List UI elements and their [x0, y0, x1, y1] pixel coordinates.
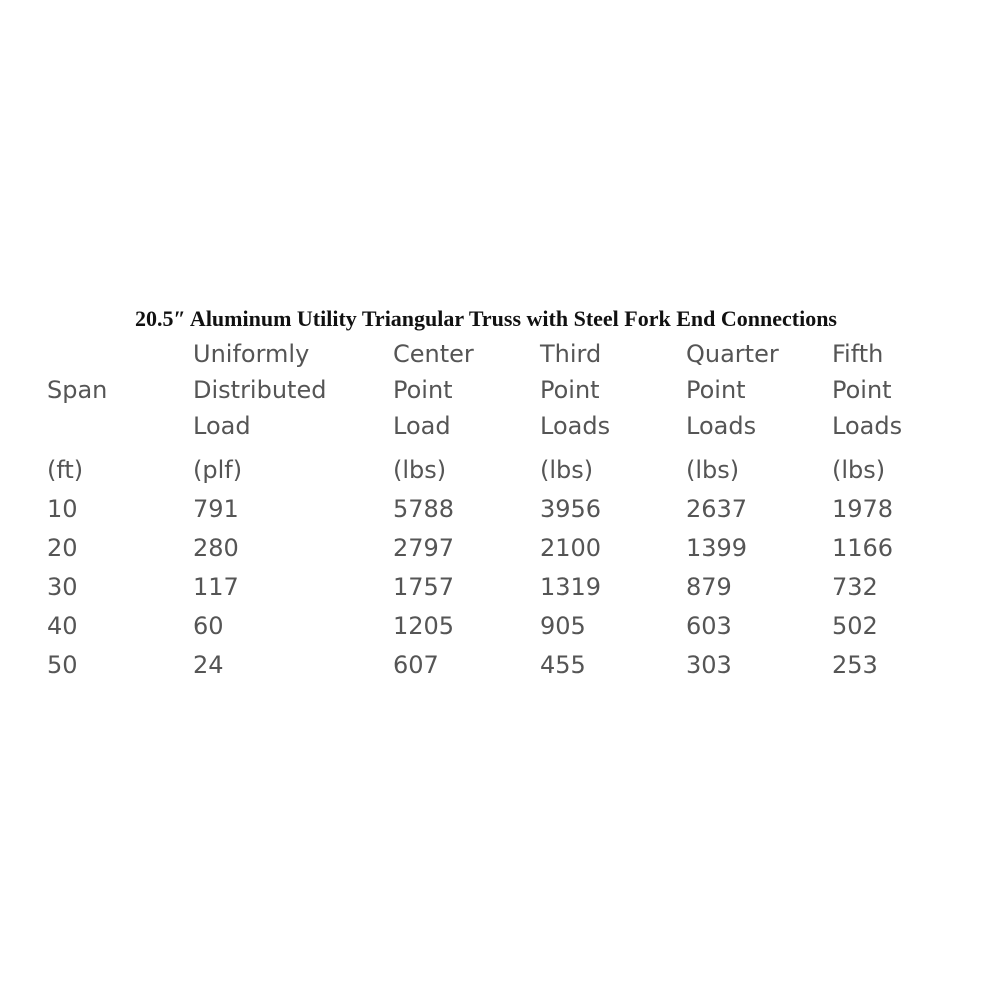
table-cell: 1757 — [393, 573, 455, 601]
table-cell: 30 — [47, 573, 78, 601]
table-cell: 1399 — [686, 534, 748, 562]
table-cell: 253 — [832, 651, 878, 679]
table-cell: 879 — [686, 573, 732, 601]
table-cell: 603 — [686, 612, 732, 640]
header-quarter-point-loads: Quarter Point Loads — [686, 340, 779, 440]
table-cell: 502 — [832, 612, 878, 640]
table-cell: 50 — [47, 651, 78, 679]
table-cell: 905 — [540, 612, 586, 640]
table-cell: 2100 — [540, 534, 602, 562]
header-center-point-load: Center Point Load — [393, 340, 474, 440]
unit-cell: (lbs) — [686, 456, 740, 484]
unit-cell: (lbs) — [832, 456, 886, 484]
header-span: Span — [47, 376, 108, 404]
table-cell: 117 — [193, 573, 239, 601]
table-cell: 732 — [832, 573, 878, 601]
table-cell: 1978 — [832, 495, 894, 523]
unit-cell: (plf) — [193, 456, 243, 484]
table-title: 20.5″ Aluminum Utility Triangular Truss with Steel Fork End Connections — [135, 306, 837, 331]
table-cell: 3956 — [540, 495, 602, 523]
table-cell: 10 — [47, 495, 78, 523]
table-cell: 303 — [686, 651, 732, 679]
table-cell: 1166 — [832, 534, 894, 562]
table-cell: 5788 — [393, 495, 455, 523]
table-cell: 1205 — [393, 612, 455, 640]
table-cell: 1319 — [540, 573, 602, 601]
table-cell: 20 — [47, 534, 78, 562]
table-cell: 791 — [193, 495, 239, 523]
table-cell: 455 — [540, 651, 586, 679]
table-cell: 2797 — [393, 534, 455, 562]
table-cell: 607 — [393, 651, 439, 679]
header-uniformly-distributed-load: Uniformly Distributed Load — [193, 340, 327, 440]
unit-cell: (lbs) — [540, 456, 594, 484]
table-cell: 2637 — [686, 495, 748, 523]
table-cell: 40 — [47, 612, 78, 640]
table-cell: 24 — [193, 651, 224, 679]
table-cell: 60 — [193, 612, 224, 640]
unit-cell: (lbs) — [393, 456, 447, 484]
table-cell: 280 — [193, 534, 239, 562]
header-fifth-point-loads: Fifth Point Loads — [832, 340, 903, 440]
unit-cell: (ft) — [47, 456, 84, 484]
header-third-point-loads: Third Point Loads — [540, 340, 611, 440]
